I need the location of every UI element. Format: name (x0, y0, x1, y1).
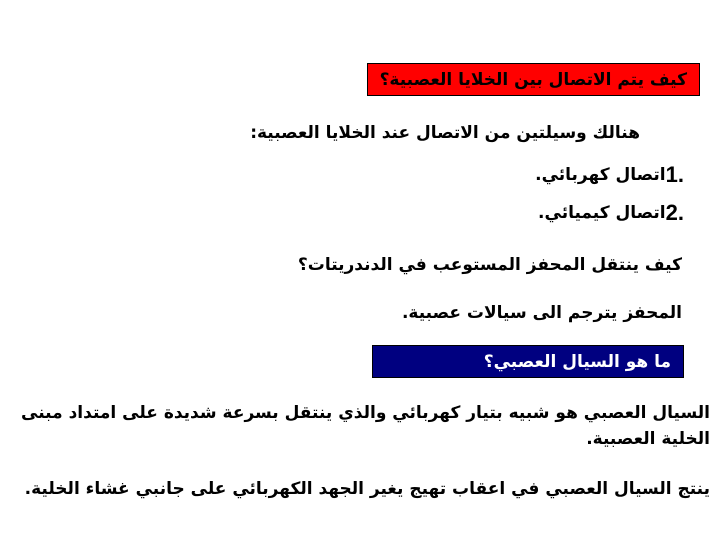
list-item (538, 200, 684, 226)
paragraph-definition: السيال العصبي هو شبيه بتيار كهربائي والذي ينتقل بسرعة شديدة على امتداد مبنى الخلية العصبية. (21, 403, 710, 449)
question-dendrites: كيف ينتقل المحفز المستوعب في الدندريتات؟ (297, 255, 682, 275)
list-item-number: 2. (665, 200, 684, 225)
slide-title: كيف يتم الاتصال بين الخلايا العصبية؟ (367, 63, 700, 96)
highlight-question: ما هو السيال العصبي؟ (372, 345, 684, 378)
list-item (535, 162, 684, 188)
list-item-text: اتصال كهربائي. (535, 165, 666, 185)
list-item-number: 1. (665, 162, 684, 187)
paragraph-origin: ينتج السيال العصبي في اعقاب تهيج يغير الجهد الكهربائي على جانبي غشاء الخلية. (24, 479, 710, 499)
list-item-text: اتصال كيميائي. (538, 203, 666, 223)
answer-dendrites: المحفز يترجم الى سيالات عصبية. (401, 303, 682, 323)
intro-text: هنالك وسيلتين من الاتصال عند الخلايا العصبية: (250, 123, 640, 143)
